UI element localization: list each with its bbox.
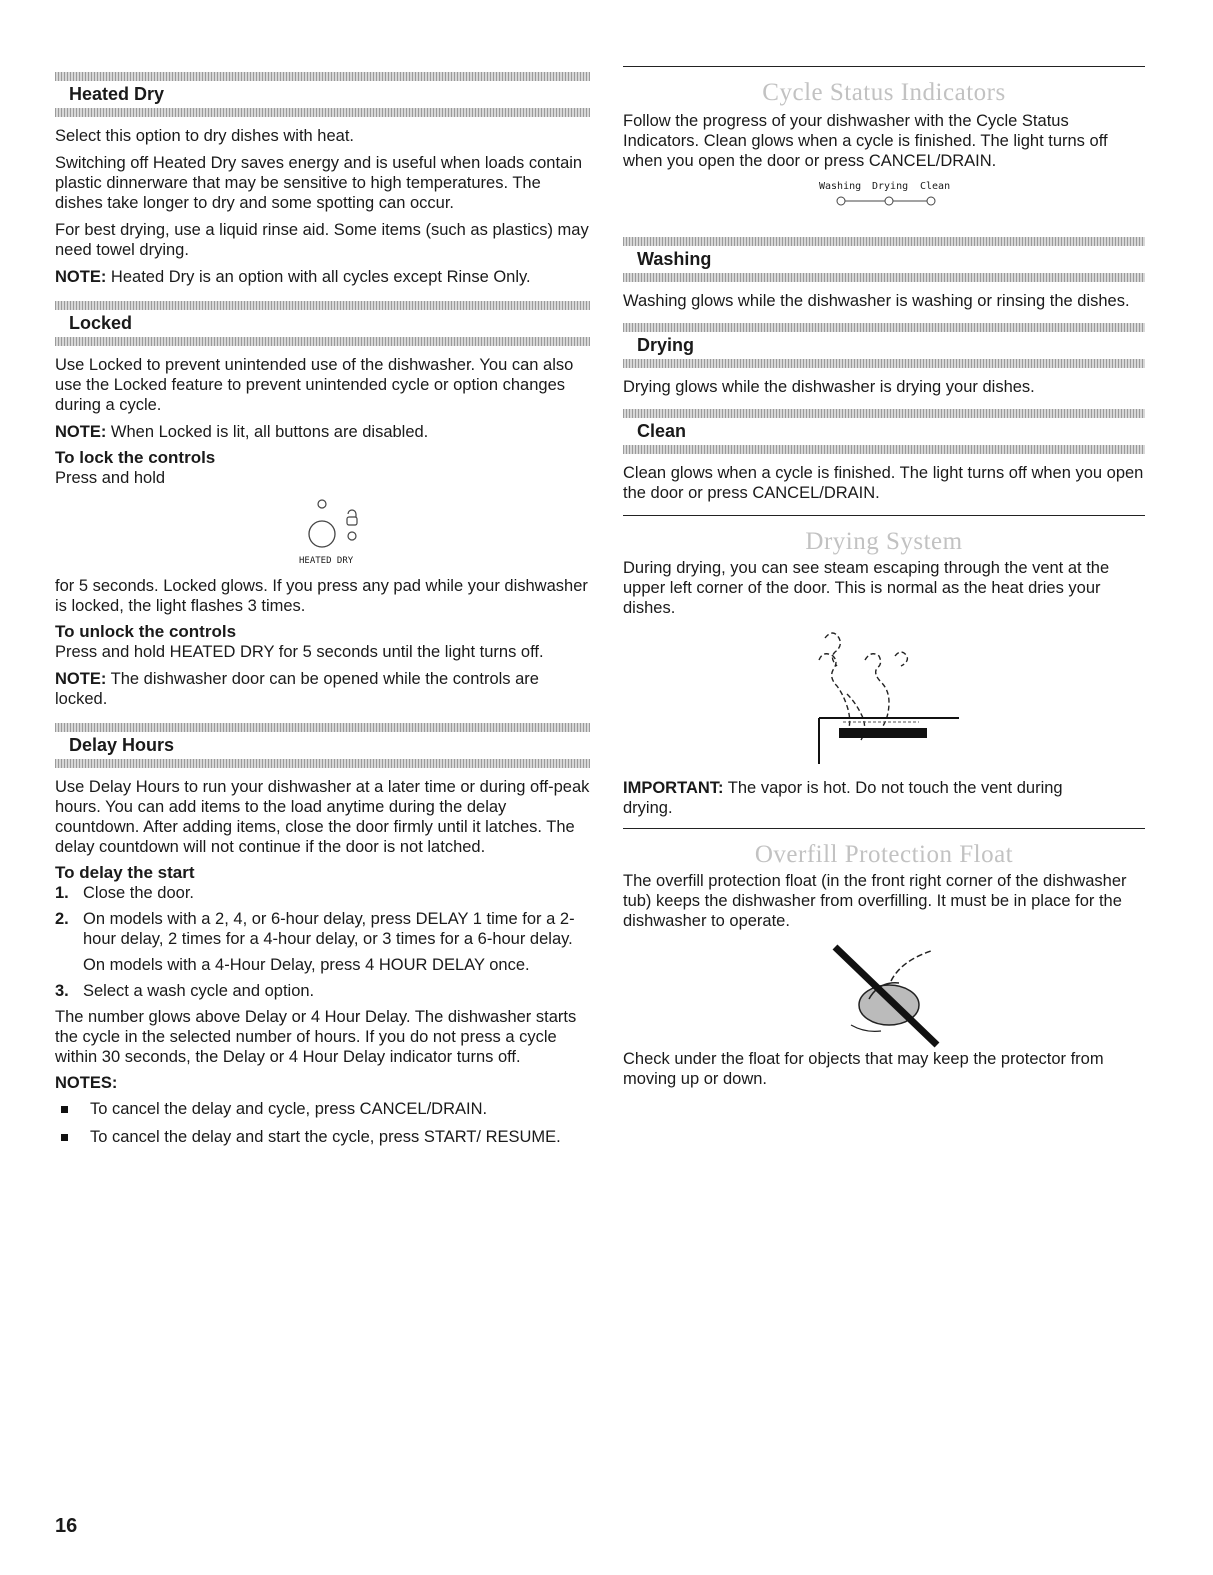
step-text: On models with a 2, 4, or 6-hour delay, press DELAY 1 time for a 2-hour delay, 2 times for a 4-hour delay, or 3 times for a 6-hour delay. (83, 910, 575, 948)
note-text: Heated Dry is an option with all cycles except Rinse Only. (106, 268, 531, 286)
paragraph: Washing glows while the dishwasher is washing or rinsing the dishes. (623, 292, 1130, 310)
paragraph: During drying, you can see steam escaping through the vent at the upper left corner of the door. This is normal as the heat dries your dishes. (623, 559, 1110, 617)
heading-bar (55, 301, 590, 310)
indicator-label-drying: Drying (872, 181, 909, 192)
left-column (55, 0, 590, 1147)
paragraph: For best drying, use a liquid rinse aid. Some items (such as plastics) may need towel drying. (55, 221, 589, 259)
list-item (55, 909, 590, 949)
right-column (623, 0, 1145, 1089)
note (55, 669, 590, 709)
heated-dry-button-illustration (55, 488, 590, 576)
note-label: NOTE: (55, 268, 107, 286)
heading-bar (55, 72, 590, 81)
paragraph: Select this option to dry dishes with heat. (55, 127, 354, 145)
paragraph: Press and hold (55, 469, 166, 487)
heading-bar (55, 337, 590, 346)
step-number: 2. (55, 910, 69, 928)
bullet-text: To cancel the delay and start the cycle, press START/ RESUME. (90, 1128, 561, 1146)
note-text: When Locked is lit, all buttons are disabled. (106, 423, 429, 441)
bullet-text: To cancel the delay and cycle, press CANCEL/DRAIN. (90, 1100, 488, 1118)
heading-bar (55, 759, 590, 768)
list-item (55, 1127, 590, 1147)
heading-bar (623, 445, 1145, 454)
delay-hours-heading: Delay Hours (69, 735, 175, 755)
drying-heading: Drying (637, 335, 695, 355)
paragraph: Use Locked to prevent unintended use of the dishwasher. You can also use the Locked feature to prevent unintended cycle or option changes during a cycle. (55, 356, 574, 414)
heading-bar (623, 359, 1145, 368)
step-text: Select a wash cycle and option. (83, 982, 315, 1000)
heading-bar (623, 273, 1145, 282)
indicator-lights-icon (819, 195, 959, 209)
paragraph: Use Delay Hours to run your dishwasher at a later time or during off-peak hours. You can add items to the load anytime during the delay countdown. After adding items, close the door firmly until it latches. The delay countdown will not continue if the door is not latched. (55, 778, 590, 856)
note (55, 267, 590, 287)
paragraph: The number glows above Delay or 4 Hour Delay. The dishwasher starts the cycle in the selected number of hours. If you do not press a cycle within 30 seconds, the Delay or 4 Hour Delay indicator turns off. (55, 1008, 577, 1066)
paragraph: Check under the float for objects that may keep the protector from moving up or down. (623, 1050, 1104, 1088)
unlock-title: To unlock the controls (55, 622, 237, 641)
lock-title: To lock the controls (55, 448, 216, 467)
cycle-status-title: Cycle Status Indicators (762, 79, 1006, 106)
step-text: On models with a 4-Hour Delay, press 4 HOUR DELAY once. (83, 956, 530, 974)
list-item (55, 981, 590, 1001)
float-prohibited-icon (821, 941, 961, 1051)
paragraph: The overfill protection float (in the front right corner of the dishwasher tub) keeps the dishwasher from overfilling. It must be in place for the dishwasher to operate. (623, 872, 1127, 930)
note-label: NOTE: (55, 423, 107, 441)
step-text: Close the door. (83, 884, 194, 902)
delay-start-title: To delay the start (55, 863, 195, 882)
step-number (55, 955, 83, 975)
heading-bar (623, 323, 1145, 332)
note-label: NOTE: (55, 670, 107, 688)
drying-system-title: Drying System (805, 528, 963, 555)
important-label: IMPORTANT: (623, 779, 724, 797)
locked-heading: Locked (69, 313, 133, 333)
bullet-icon (61, 1106, 68, 1113)
overfill-title: Overfill Protection Float (754, 841, 1014, 868)
steam-vent-illustration (623, 618, 1145, 778)
note (55, 422, 590, 442)
clean-heading: Clean (637, 421, 687, 441)
heated-dry-heading: Heated Dry (69, 84, 165, 104)
heated-dry-button-label: HEATED DRY (299, 556, 354, 566)
heading-bar (55, 108, 590, 117)
step-number: 3. (55, 982, 69, 1000)
paragraph: Drying glows while the dishwasher is drying your dishes. (623, 378, 1035, 396)
heading-bar (55, 723, 590, 732)
important-text: The vapor is hot. Do not touch the vent during drying. (623, 779, 1063, 817)
list-item (55, 883, 590, 903)
paragraph: Press and hold HEATED DRY for 5 seconds until the light turns off. (55, 643, 544, 661)
list-item (55, 955, 590, 975)
heated-dry-button-icon (285, 492, 405, 566)
paragraph: Clean glows when a cycle is finished. The light turns off when you open the door or press CANCEL/DRAIN. (623, 464, 1144, 502)
indicator-label-washing: Washing (819, 181, 862, 192)
indicator-label-clean: Clean (920, 181, 951, 192)
paragraph: for 5 seconds. Locked glows. If you press any pad while your dishwasher is locked, the light flashes 3 times. (55, 577, 588, 615)
step-number: 1. (55, 884, 69, 902)
heading-bar (623, 237, 1145, 246)
notes-label: NOTES: (55, 1074, 118, 1092)
important-note (623, 778, 1063, 818)
cycle-indicators-illustration (623, 171, 1145, 221)
bullet-icon (61, 1134, 68, 1141)
overfill-float-illustration (623, 931, 1145, 1049)
paragraph: Switching off Heated Dry saves energy and is useful when loads contain plastic dinnerware that may be sensitive to high temperatures. The dishes take longer to dry and some spotting can occur. (55, 154, 583, 212)
page-number: 16 (55, 1515, 78, 1537)
heading-bar (623, 409, 1145, 418)
note-text: The dishwasher door can be opened while the controls are locked. (55, 670, 539, 708)
steam-vent-icon (799, 624, 999, 774)
washing-heading: Washing (637, 249, 712, 269)
paragraph: Follow the progress of your dishwasher with the Cycle Status Indicators. Clean glows when a cycle is finished. The light turns off when you open the door or press CANCEL/DRAIN. (623, 112, 1108, 170)
list-item (55, 1099, 590, 1119)
